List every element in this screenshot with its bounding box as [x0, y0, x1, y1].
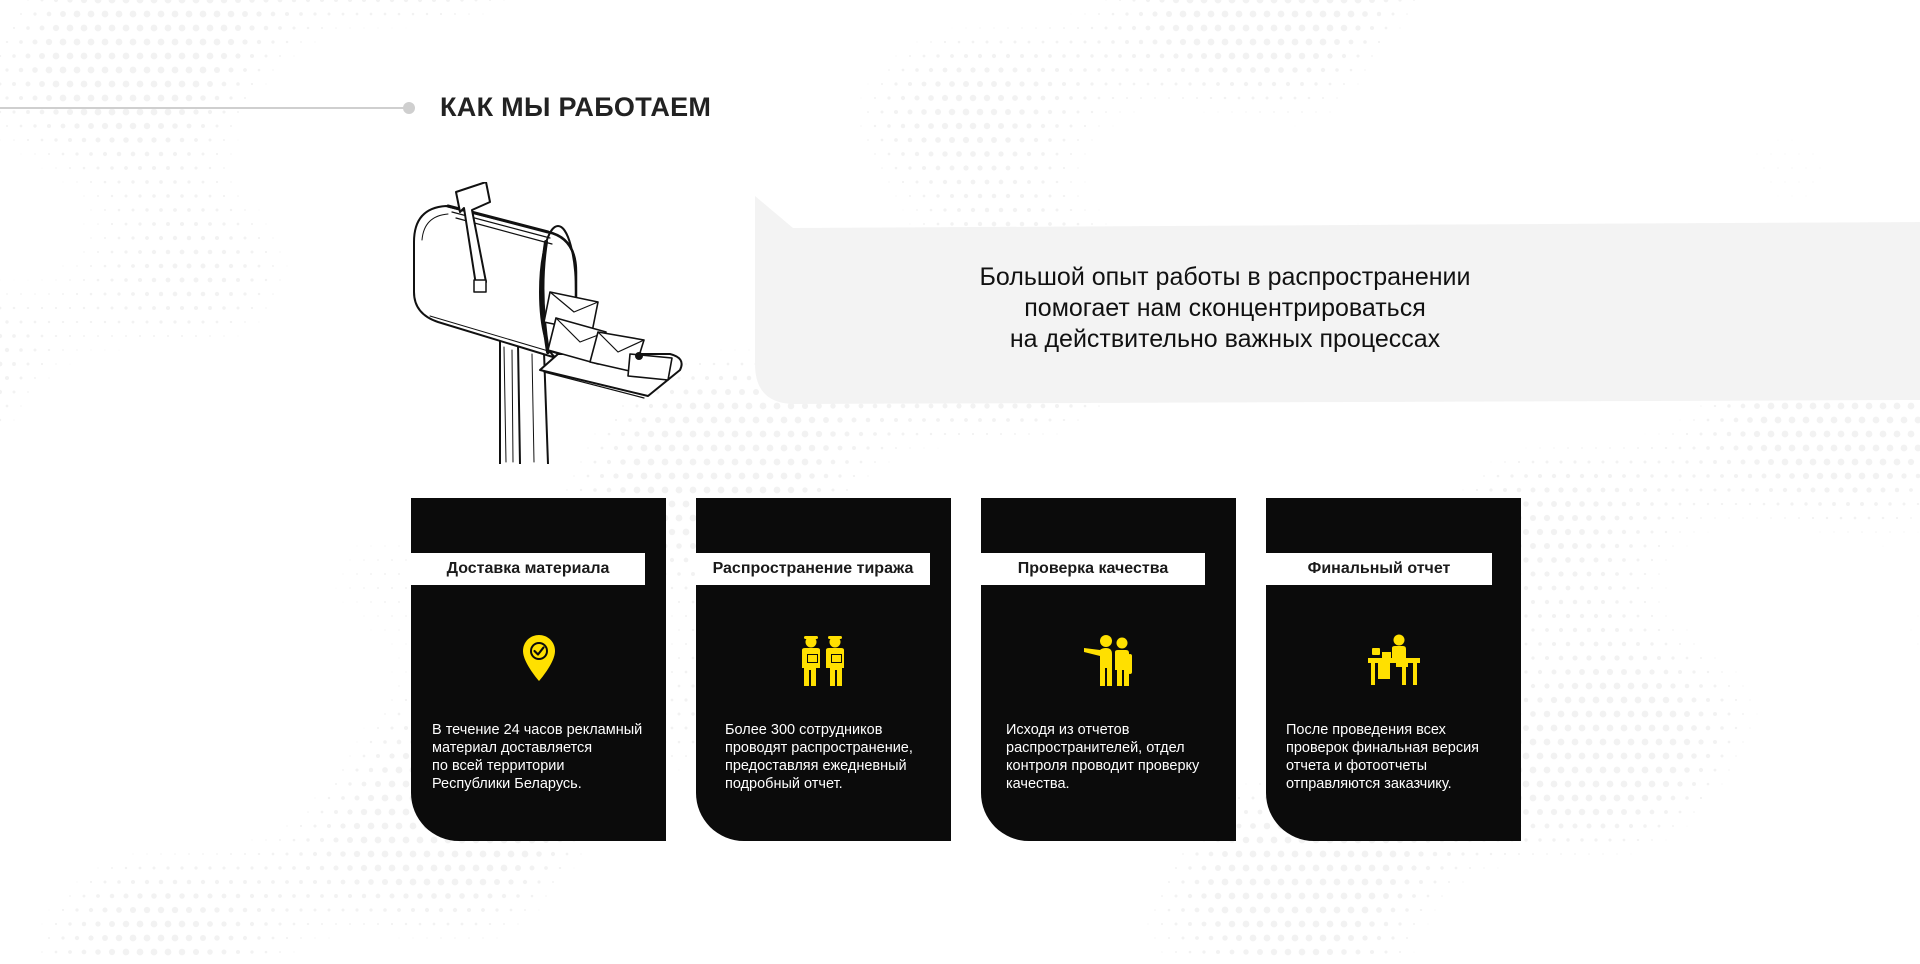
card-description: В течение 24 часов рекламный материал доставляется по всей территории Республики Беларусь. [432, 722, 643, 792]
card-label: Финальный отчет [1266, 553, 1492, 585]
step-card-quality [981, 498, 1236, 841]
step-card-distribution [696, 498, 951, 841]
card-label: Доставка материала [411, 553, 645, 585]
quote-box [755, 196, 1920, 404]
quote-text: Большой опыт работы в распространении помогает нам сконцентрироваться на действительно важных процессах [979, 263, 1471, 353]
step-card-delivery [411, 498, 666, 841]
office-worker-desk-icon [1368, 634, 1420, 686]
inspector-icon [1082, 634, 1136, 688]
map-pin-check-icon [522, 634, 556, 682]
card-description: Исходя из отчетов распространителей, отдел контроля проводит проверку качества. [1006, 722, 1200, 792]
card-label: Проверка качества [981, 553, 1205, 585]
mailbox-illustration [408, 182, 693, 464]
card-description: Более 300 сотрудников проводят распространение, предоставляя ежедневный подробный отчет. [725, 722, 913, 792]
step-card-final-report [1266, 498, 1521, 841]
section-divider-dot [403, 102, 415, 114]
card-description: После проведения всех проверок финальная версия отчета и фотоотчеты отправляются заказчику. [1286, 722, 1480, 792]
couriers-icon [798, 634, 850, 688]
section-divider-line [0, 107, 408, 109]
card-label: Распространение тиража [696, 553, 930, 585]
section-title: КАК МЫ РАБОТАЕМ [440, 92, 712, 122]
